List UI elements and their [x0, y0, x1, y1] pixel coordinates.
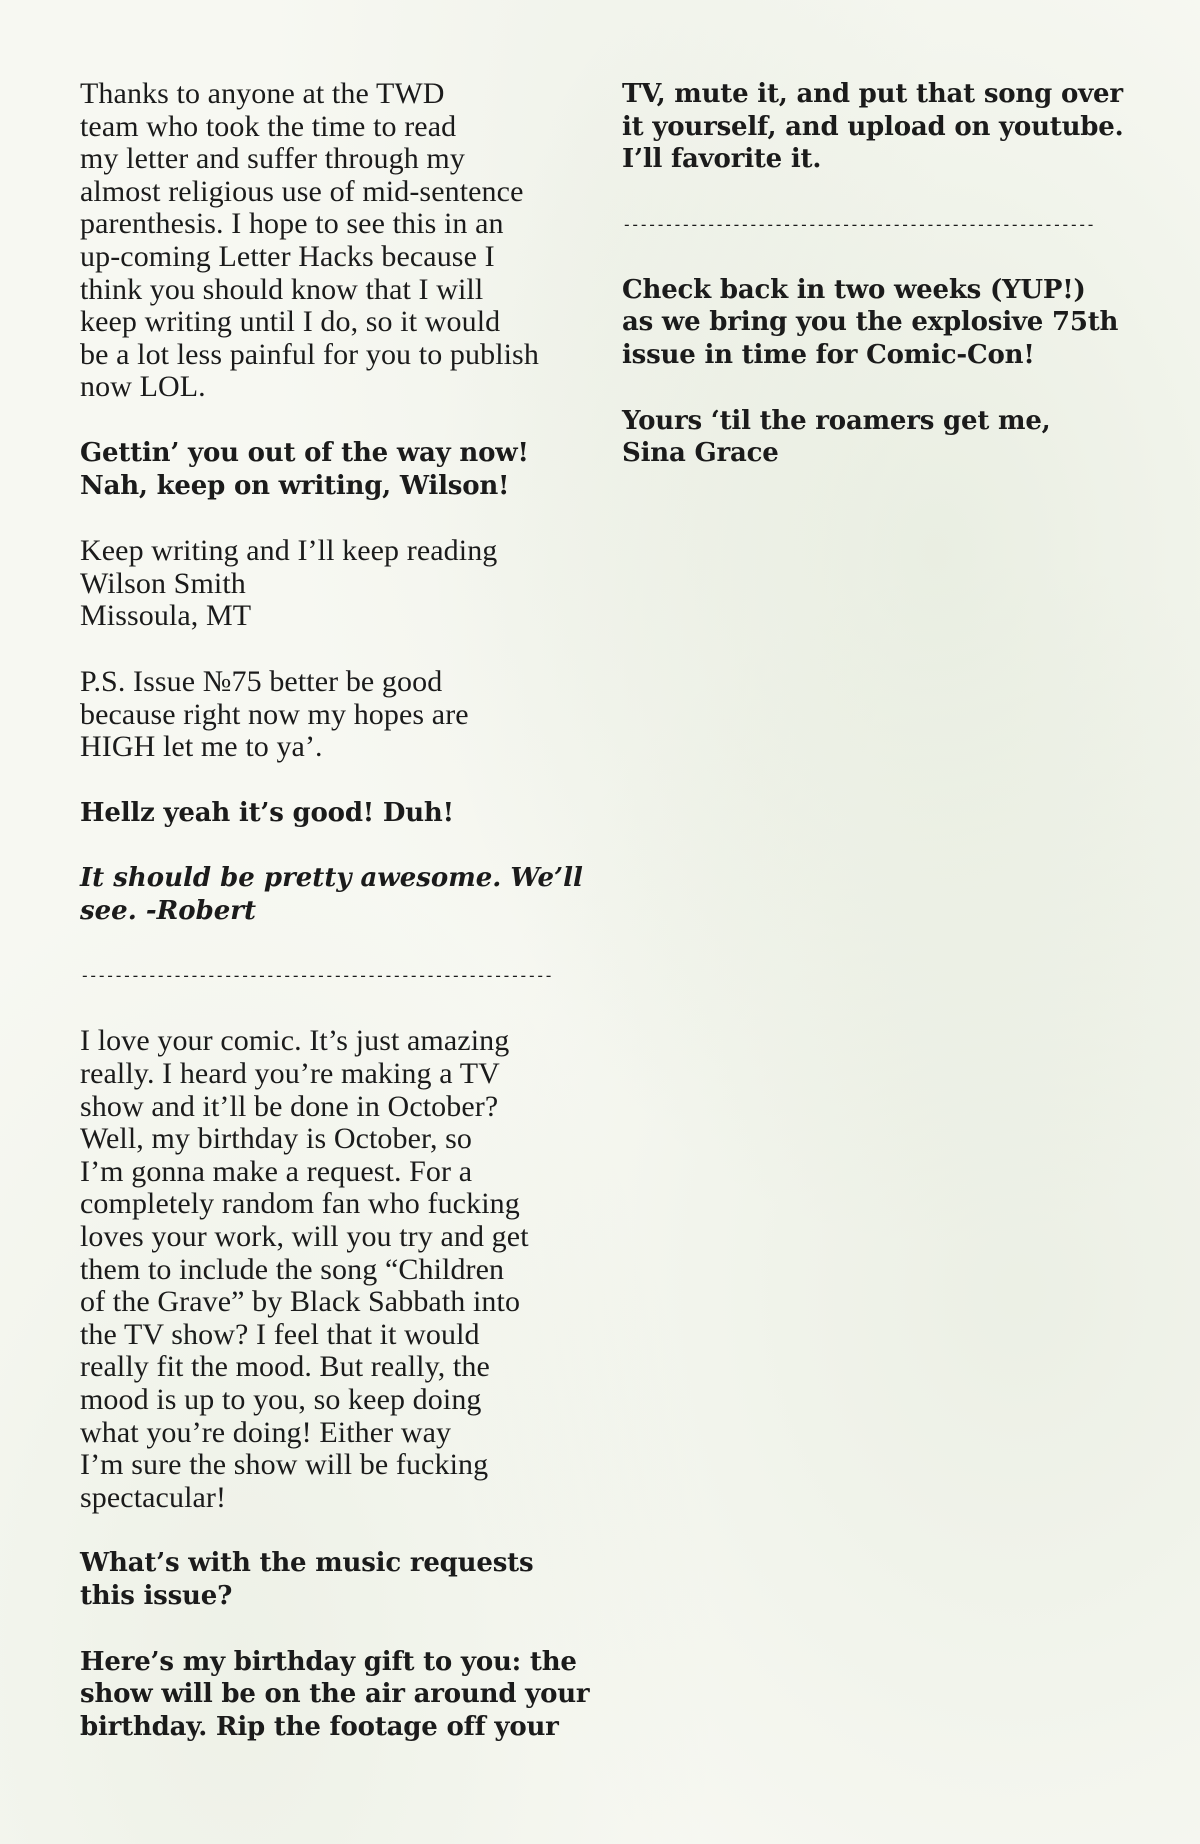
reply-4-end: TV, mute it, and put that song over it yourself, and upload on youtube. I’ll favorite it. [622, 79, 1124, 175]
left-column [80, 78, 600, 1776]
section-divider-left: -------------------------------------------------------- [80, 966, 553, 986]
reply-1: Gettin’ you out of the way now! Nah, keep on writing, Wilson! [80, 437, 529, 501]
letter-1-body: Thanks to anyone at the TWD team who took the time to read my letter and suffer through my almost religious use of mid-sentence parenthesis. I hope to see this in an up-coming Letter Hacks because I think you should know that I will keep writing until I do, so it would be a lot less painful for you to publish now LOL. [80, 77, 539, 404]
reply-4-start: Here’s my birthday gift to you: the show will be on the air around your birthday. Rip the footage off your [80, 1646, 590, 1742]
editor-reply: It should be pretty awesome. We’ll see. -Robert [80, 863, 583, 926]
right-column [622, 78, 1142, 503]
announcement: Check back in two weeks (YUP!) as we bring you the explosive 75th issue in time for Comic-Con! [622, 274, 1119, 370]
closing-signature: Yours ‘til the roamers get me, Sina Grace [622, 405, 1051, 469]
section-divider-right: -------------------------------------------------------- [622, 214, 1095, 234]
letter-1-postscript: P.S. Issue №75 better be good because right now my hopes are HIGH let me to ya’. [80, 664, 469, 764]
letter-1-signoff: Keep writing and I’ll keep reading Wilson Smith Missoula, MT [80, 534, 498, 633]
reply-2: Hellz yeah it’s good! Duh! [80, 797, 454, 828]
letter-2-body: I love your comic. It’s just amazing really. I heard you’re making a TV show and it’ll be done in October? Well, my birthday is October, so I’m gonna make a request. For a completely random fan who fucking loves your work, will you try and get them to include the song “Children of the Grave” by Black Sabbath into the TV show? I feel that it would really fit the mood. But really, the mood is up to you, so keep doing what you’re doing! Either way I’m sure the show will be fucking spectacular! [80, 1024, 529, 1514]
reply-3: What’s with the music requests this issue? [80, 1548, 534, 1611]
